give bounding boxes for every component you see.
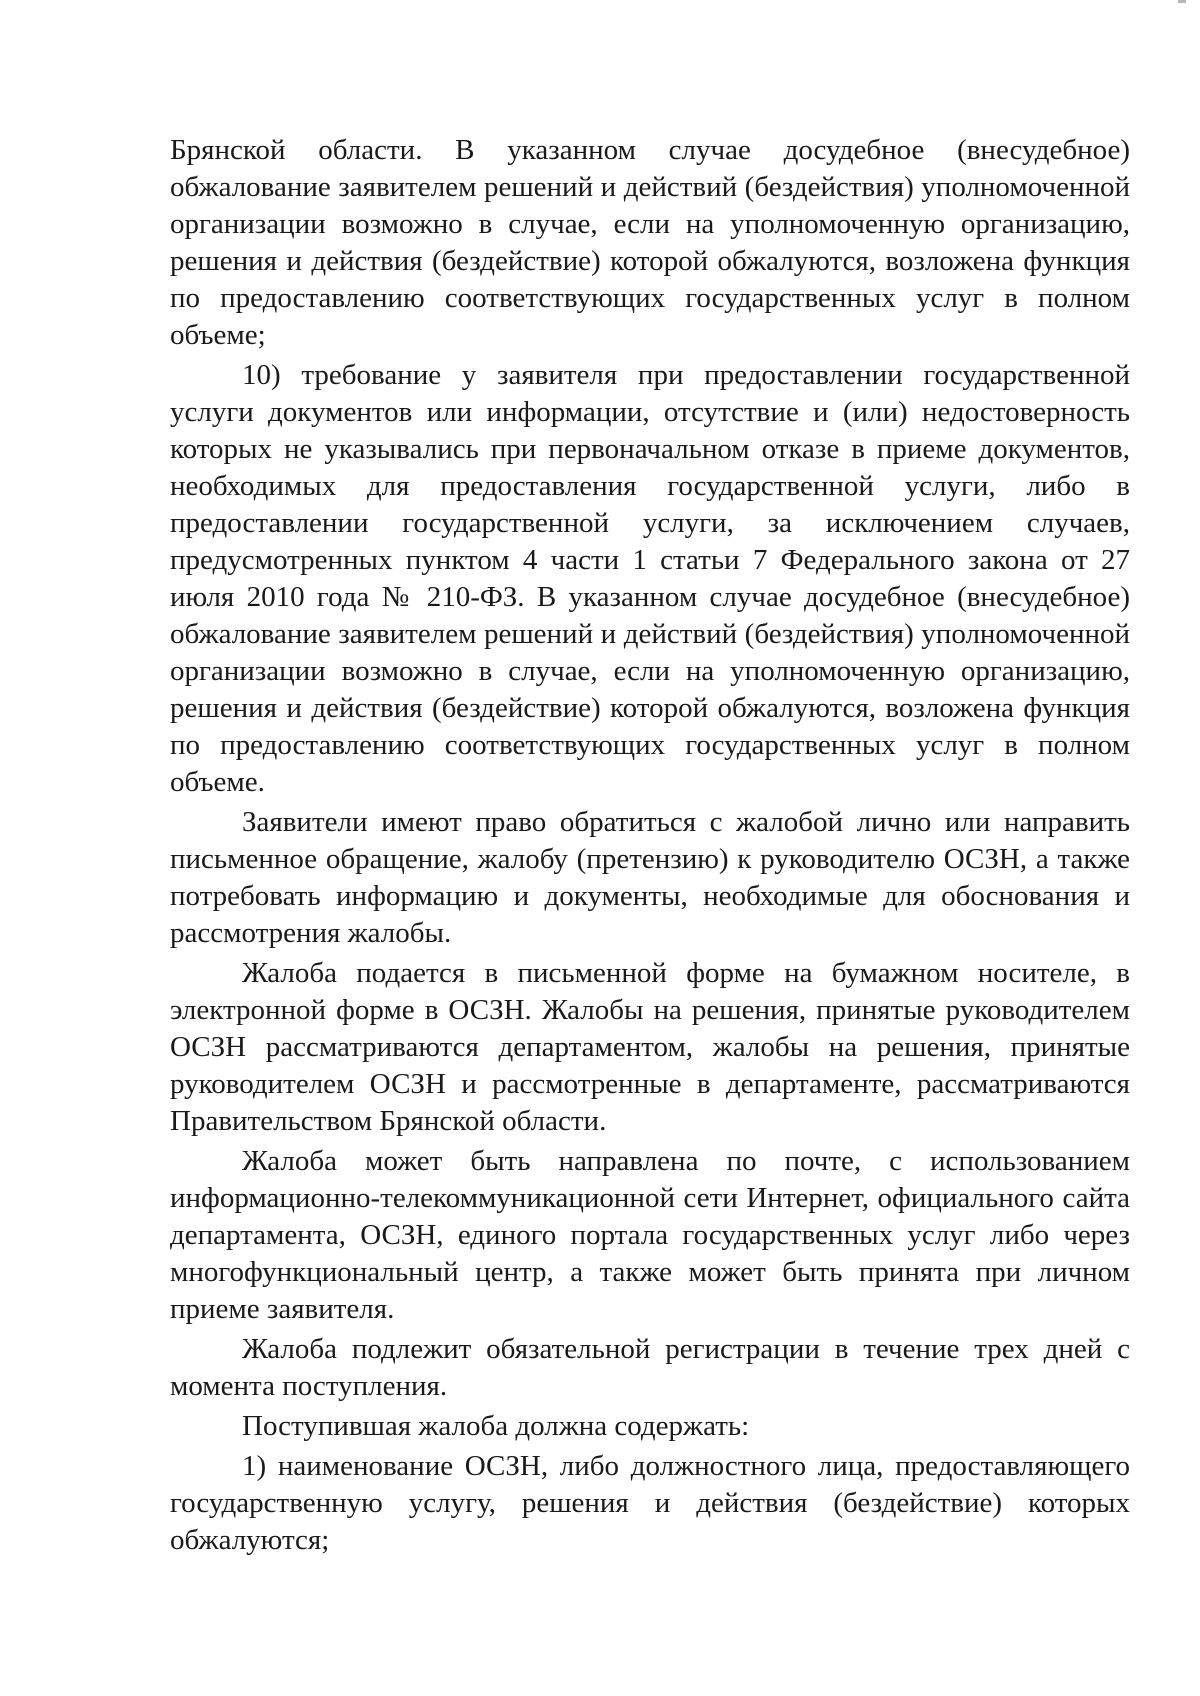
paragraph-continuation: Брянской области. В указанном случае досудебное (внесудебное) обжалование заявителем решений и действий (бездействия) уполномоченной организации возможно в случае, если на уполномоченную организацию, решения и действия (бездействие) которой обжалуются, возложена функция по предоставлению соответствующих государственных услуг в полном объеме;	[170, 134, 1130, 351]
paragraph-complaint-form: Жалоба подается в письменной форме на бумажном носителе, в электронной форме в ОСЗН. Жалобы на решения, принятые руководителем ОСЗН рассматриваются департаментом, жалобы на решения, принятые руководителем ОСЗН и рассмотренные в департаменте, рассматриваются Правительством Брянской области.	[170, 957, 1130, 1137]
scan-artifact	[1178, 0, 1186, 3]
paragraph-contents-intro: Поступившая жалоба должна содержать:	[242, 1410, 750, 1442]
document-body	[170, 132, 1130, 1562]
paragraph-applicant-rights: Заявители имеют право обратиться с жалобой лично или направить письменное обращение, жалобу (претензию) к руководителю ОСЗН, а также потребовать информацию и документы, необходимые для обоснования и рассмотрения жалобы.	[170, 806, 1130, 949]
paragraph-contents-item-1: 1) наименование ОСЗН, либо должностного лица, предоставляющего государственную услугу, решения и действия (бездействие) которых обжалуются;	[170, 1450, 1130, 1556]
paragraph-registration: Жалоба подлежит обязательной регистрации в течение трех дней с момента поступления.	[170, 1333, 1130, 1402]
paragraph-item-10: 10) требование у заявителя при предоставлении государственной услуги документов или информации, отсутствие и (или) недостоверность которых не указывались при первоначальном отказе в приеме документов, необходимых для предоставления государственной услуги, либо в предоставлении государственной услуги, за исключением случаев, предусмотренных пунктом 4 части 1 статьи 7 Федерального закона от 27 июля 2010 года № 210-ФЗ. В указанном случае досудебное (внесудебное) обжалование заявителем решений и действий (бездействия) уполномоченной организации возможно в случае, если на уполномоченную организацию, решения и действия (бездействие) которой обжалуются, возложена функция по предоставлению соответствующих государственных услуг в полном объеме.	[170, 359, 1130, 798]
paragraph-complaint-channels: Жалоба может быть направлена по почте, с использованием информационно-телекоммуникационной сети Интернет, официального сайта департамента, ОСЗН, единого портала государственных услуг либо через многофункциональный центр, а также может быть принята при личном приеме заявителя.	[170, 1145, 1130, 1325]
